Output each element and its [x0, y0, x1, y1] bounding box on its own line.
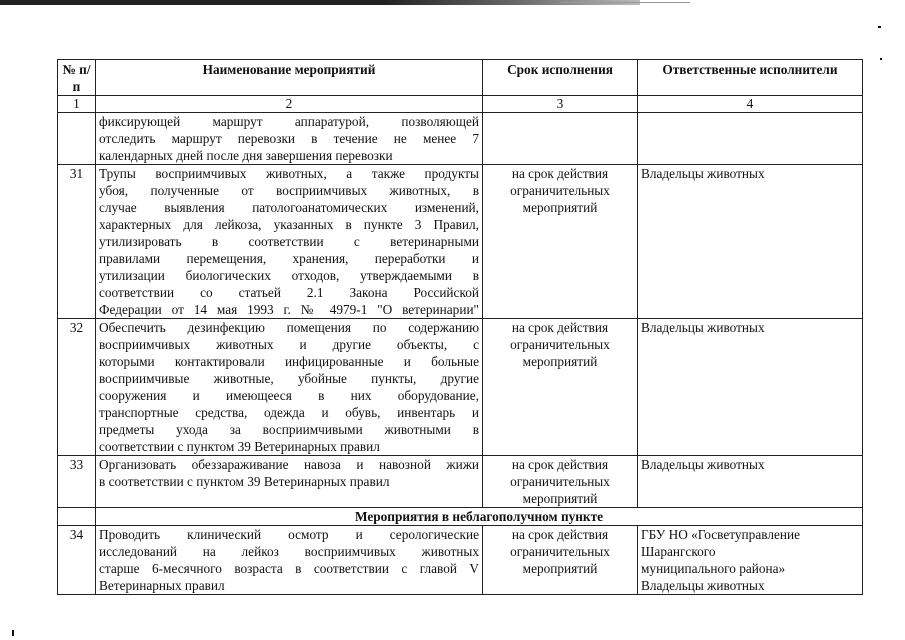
measure-line: соответствии со статьей 2.1 Закона Российской — [99, 285, 479, 300]
measure-line: Проводить клинический осмотр и серологические — [99, 527, 479, 542]
term-cell: на срок действия ограничительных мероприятий — [483, 526, 638, 595]
measure-line: отследить маршрут перевозки в течение не менее 7 — [99, 131, 479, 146]
scan-speck — [878, 26, 881, 28]
measure-line: которыми контактировали инфицированные и больные — [99, 354, 479, 369]
measure-line: Федерации от 14 мая 1993 г. № 4979-1 "О ветеринарии" — [99, 302, 479, 317]
measure-line: восприимчивые животные, убойные пункты, другие — [99, 371, 479, 386]
measure-line: Трупы восприимчивых животных, а также продукты — [99, 166, 479, 181]
scan-edge-top — [0, 0, 640, 5]
measure-line: утилизировать в соответствии с ветеринарными — [99, 234, 479, 249]
header-num: № п/п — [58, 60, 96, 96]
measure-cell — [96, 319, 483, 456]
measure-cell — [96, 526, 483, 595]
table-row — [58, 526, 863, 595]
scan-speck — [12, 630, 14, 636]
measure-line: восприимчивых животных и другие объекты, с — [99, 337, 479, 352]
responsible-cell: Владельцы животных — [638, 456, 863, 508]
responsible-cell: Владельцы животных — [638, 165, 863, 319]
row-number: 31 — [58, 165, 96, 319]
measure-cell — [96, 113, 483, 165]
measure-line: сооружения и имеющееся в них оборудование, — [99, 388, 479, 403]
header-term: Срок исполнения — [483, 60, 638, 96]
measure-line: фиксирующей маршрут аппаратурой, позволяющей — [99, 114, 479, 129]
measure-line: правилами перемещения, хранения, переработки и — [99, 251, 479, 266]
measure-cell — [96, 456, 483, 508]
measure-line: в соответствии с пунктом 39 Ветеринарных правил — [99, 474, 390, 489]
row-number-cell — [58, 113, 96, 165]
measure-line: исследований на лейкоз восприимчивых животных — [99, 544, 479, 559]
measure-line: характерных для лейкоза, указанных в пункте 3 Правил, — [99, 217, 479, 232]
term-cell: на срок действия ограничительных мероприятий — [483, 319, 638, 456]
table-row-continuation — [58, 113, 863, 165]
measure-line: случае выявления патологоанатомических изменений, — [99, 200, 479, 215]
section-title: Мероприятия в неблагополучном пункте — [96, 508, 863, 526]
row-number: 32 — [58, 319, 96, 456]
measure-line: Ветеринарных правил — [99, 578, 225, 593]
row-number: 33 — [58, 456, 96, 508]
responsible-cell: Владельцы животных — [638, 319, 863, 456]
measure-line: соответствии с пунктом 39 Ветеринарных правил — [99, 439, 380, 454]
header-name: Наименование мероприятий — [96, 60, 483, 96]
measure-line: Обеспечить дезинфекцию помещения по содержанию — [99, 320, 479, 335]
term-cell: на срок действия ограничительных мероприятий — [483, 456, 638, 508]
row-number: 34 — [58, 526, 96, 595]
measure-line: утилизации биологических отходов, утверждаемыми в — [99, 268, 479, 283]
column-number-row — [58, 96, 863, 113]
section-row — [58, 508, 863, 526]
header-responsible: Ответственные исполнители — [638, 60, 863, 96]
table-row — [58, 456, 863, 508]
term-cell — [483, 113, 638, 165]
table-row — [58, 165, 863, 319]
measure-line: Организовать обеззараживание навоза и навозной жижи — [99, 457, 479, 472]
measure-line: предметы ухода за восприимчивыми животными в — [99, 422, 479, 437]
term-cell: на срок действия ограничительных мероприятий — [483, 165, 638, 319]
measure-line: убоя, полученные от восприимчивых животных, в — [99, 183, 479, 198]
column-number: 4 — [638, 96, 863, 113]
table-row — [58, 319, 863, 456]
measure-cell — [96, 165, 483, 319]
measure-line: старше 6-месячного возраста в соответствии с главой V — [99, 561, 479, 576]
responsible-cell: ГБУ НО «Госветуправление Шарангского муниципального района» Владельцы животных — [638, 526, 863, 595]
measures-table — [57, 59, 863, 595]
measure-line: календарных дней после дня завершения перевозки — [99, 148, 393, 163]
column-number: 2 — [96, 96, 483, 113]
measure-line: транспортные средства, одежда и обувь, инвентарь и — [99, 405, 479, 420]
column-number: 3 — [483, 96, 638, 113]
scan-edge-line — [560, 2, 690, 3]
responsible-cell — [638, 113, 863, 165]
table-header-row — [58, 60, 863, 96]
row-number-cell — [58, 508, 96, 526]
column-number: 1 — [58, 96, 96, 113]
scan-speck — [880, 58, 882, 60]
